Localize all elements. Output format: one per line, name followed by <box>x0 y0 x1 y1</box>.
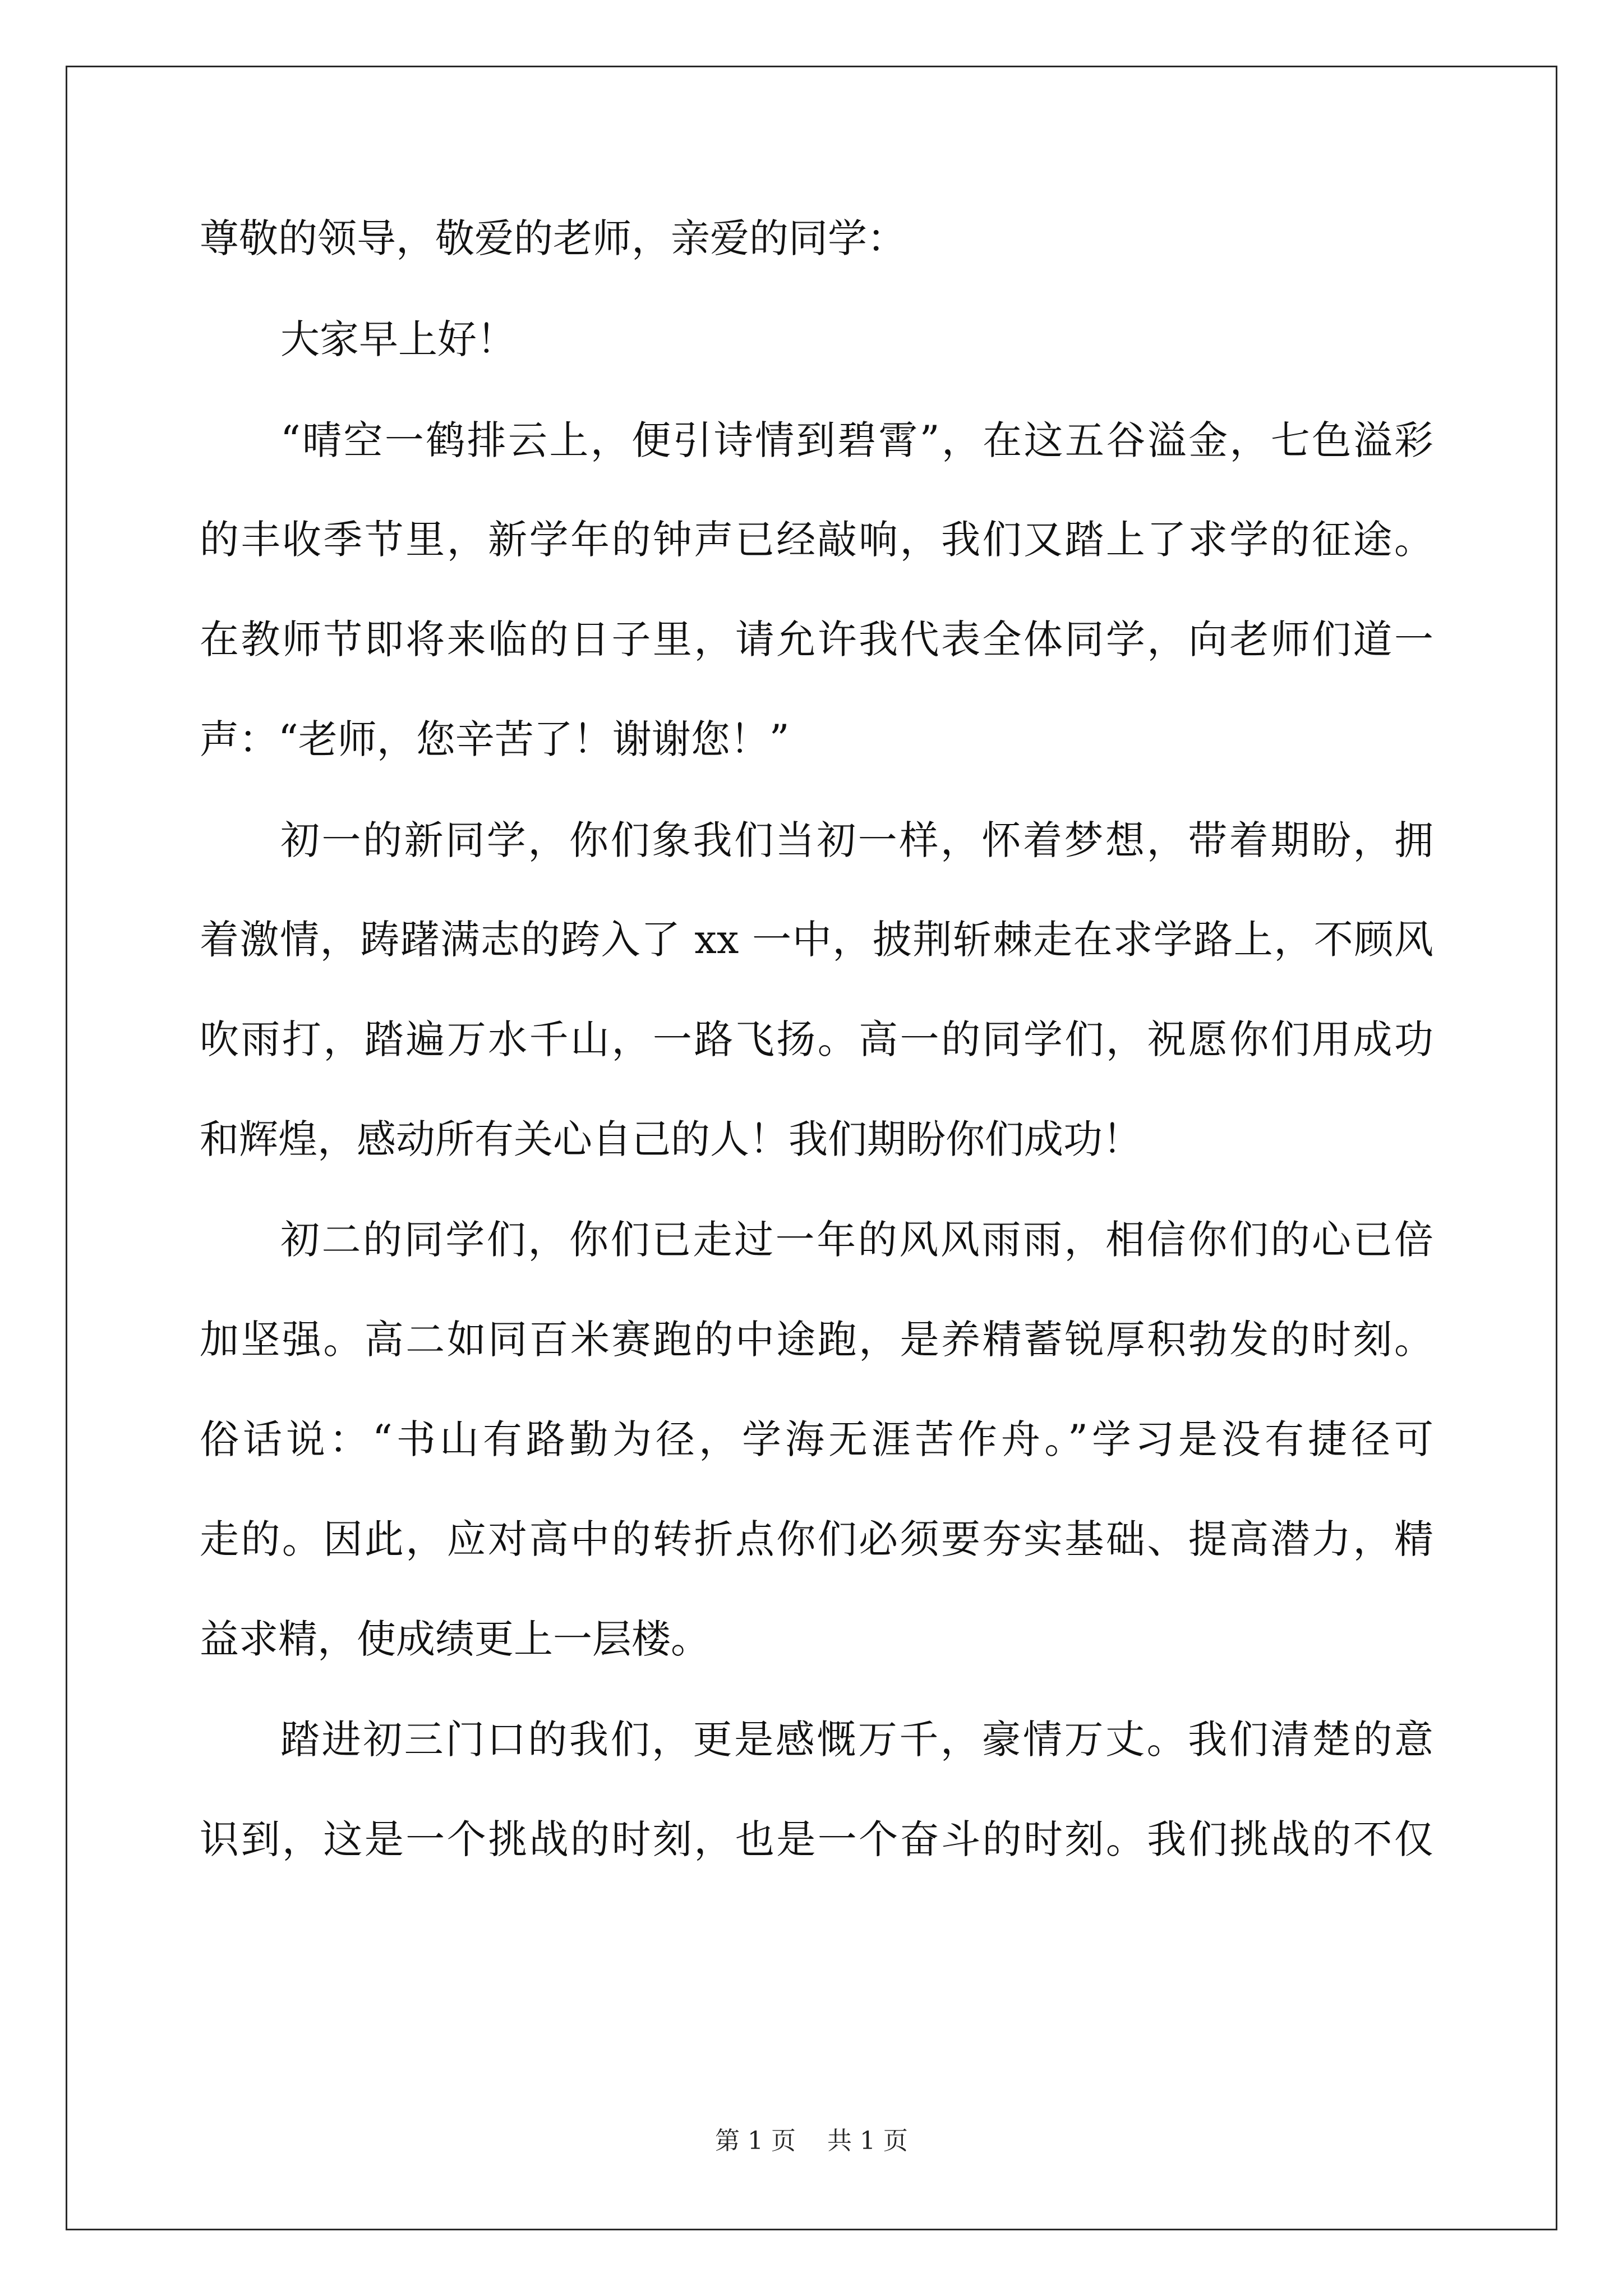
text-line: 益求精，使成绩更上一层楼。 <box>200 1616 710 1662</box>
text-line: 走的。因此，应对高中的转折点你们必须要夯实基础、提高潜力，精 <box>200 1516 1433 1562</box>
text-line: 在教师节即将来临的日子里，请允许我代表全体同学，向老师们道一 <box>200 616 1433 662</box>
text-line: 加坚强。高二如同百米赛跑的中途跑，是养精蓄锐厚积勃发的时刻。 <box>200 1317 1433 1363</box>
salutation-line: 尊敬的领导，敬爱的老师，亲爱的同学： <box>200 215 906 261</box>
text-line: 和辉煌，感动所有关心自己的人！我们期盼你们成功！ <box>200 1116 1142 1162</box>
text-line: 着激情，踌躇满志的跨入了 xx 一中，披荆斩棘走在求学路上，不顾风 <box>200 917 1433 963</box>
text-line: 吹雨打，踏遍万水千山，一路飞扬。高一的同学们，祝愿你们用成功 <box>200 1016 1433 1062</box>
text-line: 俗话说：“书山有路勤为径，学海无涯苦作舟。”学习是没有捷径可 <box>200 1416 1433 1462</box>
text-line: 声：“老师，您辛苦了！谢谢您！” <box>200 716 790 762</box>
text-line: 初二的同学们，你们已走过一年的风风雨雨，相信你们的心已倍 <box>280 1217 1433 1263</box>
text-line: 识到，这是一个挑战的时刻，也是一个奋斗的时刻。我们挑战的不仅 <box>200 1816 1433 1862</box>
greeting-line: 大家早上好！ <box>280 316 516 362</box>
text-line: 的丰收季节里，新学年的钟声已经敲响，我们又踏上了求学的征途。 <box>200 517 1433 563</box>
text-line: 踏进初三门口的我们，更是感慨万千，豪情万丈。我们清楚的意 <box>280 1717 1433 1763</box>
page-number-footer: 第 1 页 共 1 页 <box>715 2127 908 2155</box>
text-line: “晴空一鹤排云上，便引诗情到碧霄”，在这五谷溢金，七色溢彩 <box>280 417 1433 463</box>
text-line: 初一的新同学，你们象我们当初一样，怀着梦想，带着期盼，拥 <box>280 817 1433 863</box>
